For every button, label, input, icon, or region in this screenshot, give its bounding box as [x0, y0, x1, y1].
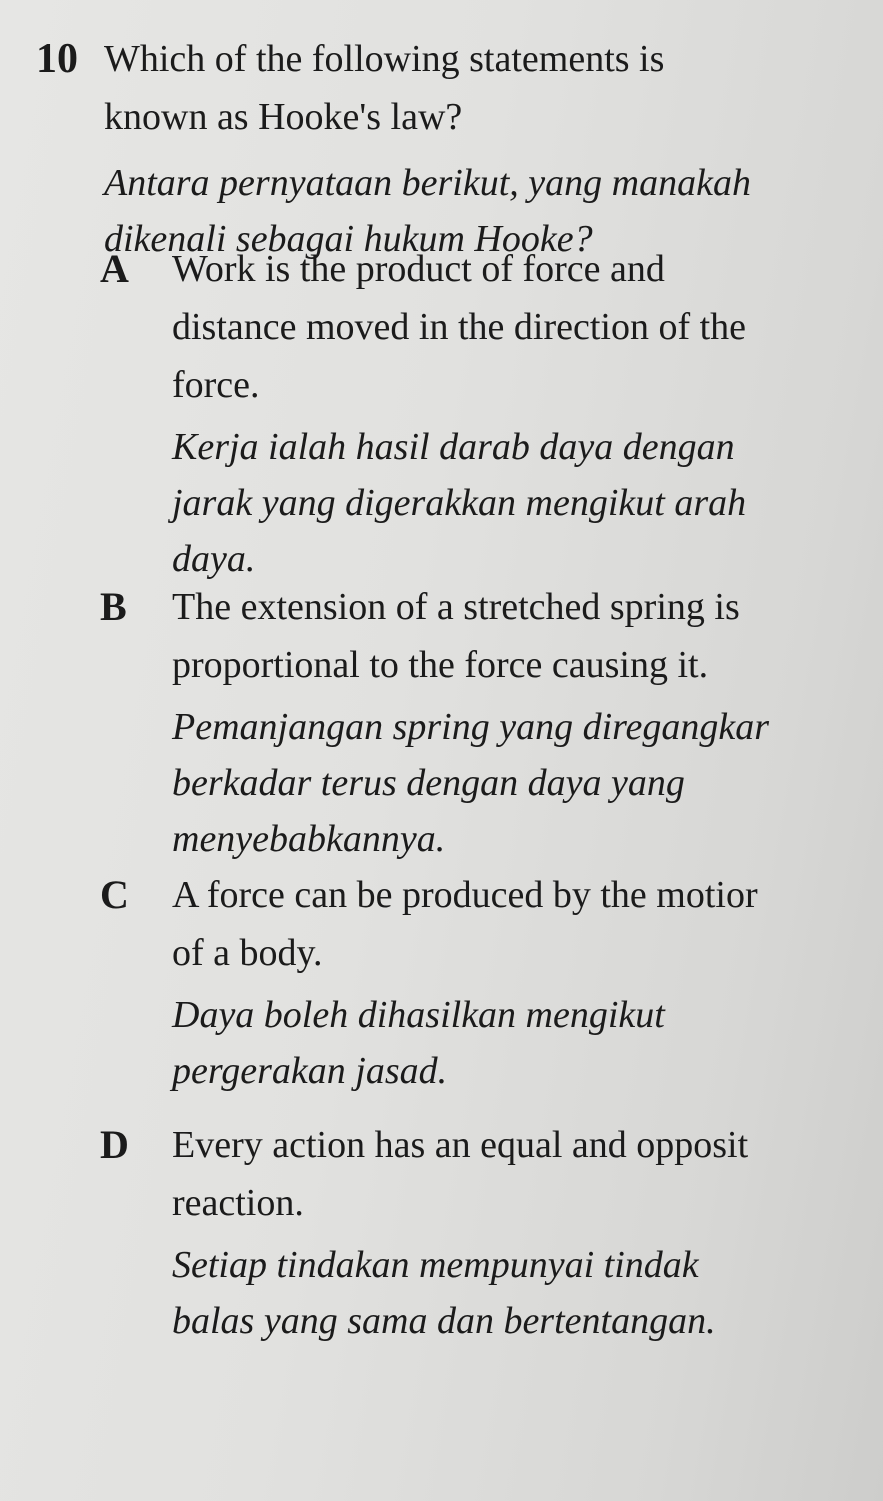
option-text-malay	[172, 986, 883, 1098]
option-text	[172, 578, 883, 866]
question-number: 10	[36, 36, 78, 82]
option-text-english	[172, 866, 883, 982]
option-en-line: Work is the product of force and	[172, 248, 665, 290]
option-ms-line: berkadar terus dengan daya yang	[172, 762, 685, 804]
option-letter: C	[100, 872, 129, 917]
option-en-line: Every action has an equal and opposit	[172, 1124, 749, 1166]
option-letter: B	[100, 584, 127, 629]
question-text-english	[104, 30, 874, 146]
option-text-malay	[172, 1236, 883, 1348]
option-text	[172, 240, 883, 586]
option-ms-line: menyebabkannya.	[172, 818, 446, 860]
option-ms-line: balas yang sama dan bertentangan.	[172, 1300, 716, 1342]
question-en-line: Which of the following statements is	[104, 38, 665, 80]
option-ms-line: daya.	[172, 538, 256, 580]
option-letter: A	[100, 246, 129, 291]
option-en-line: proportional to the force causing it.	[172, 644, 709, 686]
option-text-english	[172, 1116, 883, 1232]
option-ms-line: Daya boleh dihasilkan mengikut	[172, 994, 665, 1036]
option-text-english	[172, 578, 883, 694]
question-stem	[104, 30, 874, 266]
option-ms-line: pergerakan jasad.	[172, 1050, 448, 1092]
option-en-line: distance moved in the direction of the	[172, 306, 747, 348]
option-letter: D	[100, 1122, 129, 1167]
option-ms-line: jarak yang digerakkan mengikut arah	[172, 482, 747, 524]
option-en-line: reaction.	[172, 1182, 304, 1224]
option-text-malay	[172, 418, 883, 586]
option-text-malay	[172, 698, 883, 866]
question-en-line: known as Hooke's law?	[104, 96, 463, 138]
question-ms-line: Antara pernyataan berikut, yang manakah	[104, 162, 751, 204]
option-ms-line: Setiap tindakan mempunyai tindak	[172, 1244, 699, 1286]
option-text-english	[172, 240, 883, 414]
option-ms-line: Kerja ialah hasil darab daya dengan	[172, 426, 735, 468]
option-text	[172, 1116, 883, 1348]
option-en-line: of a body.	[172, 932, 323, 974]
option-text	[172, 866, 883, 1098]
option-en-line: force.	[172, 364, 260, 406]
option-en-line: The extension of a stretched spring is	[172, 586, 740, 628]
question-ms-line: dikenali sebagai hukum Hooke?	[104, 218, 593, 260]
option-en-line: A force can be produced by the motior	[172, 874, 758, 916]
option-ms-line: Pemanjangan spring yang diregangkar	[172, 706, 770, 748]
